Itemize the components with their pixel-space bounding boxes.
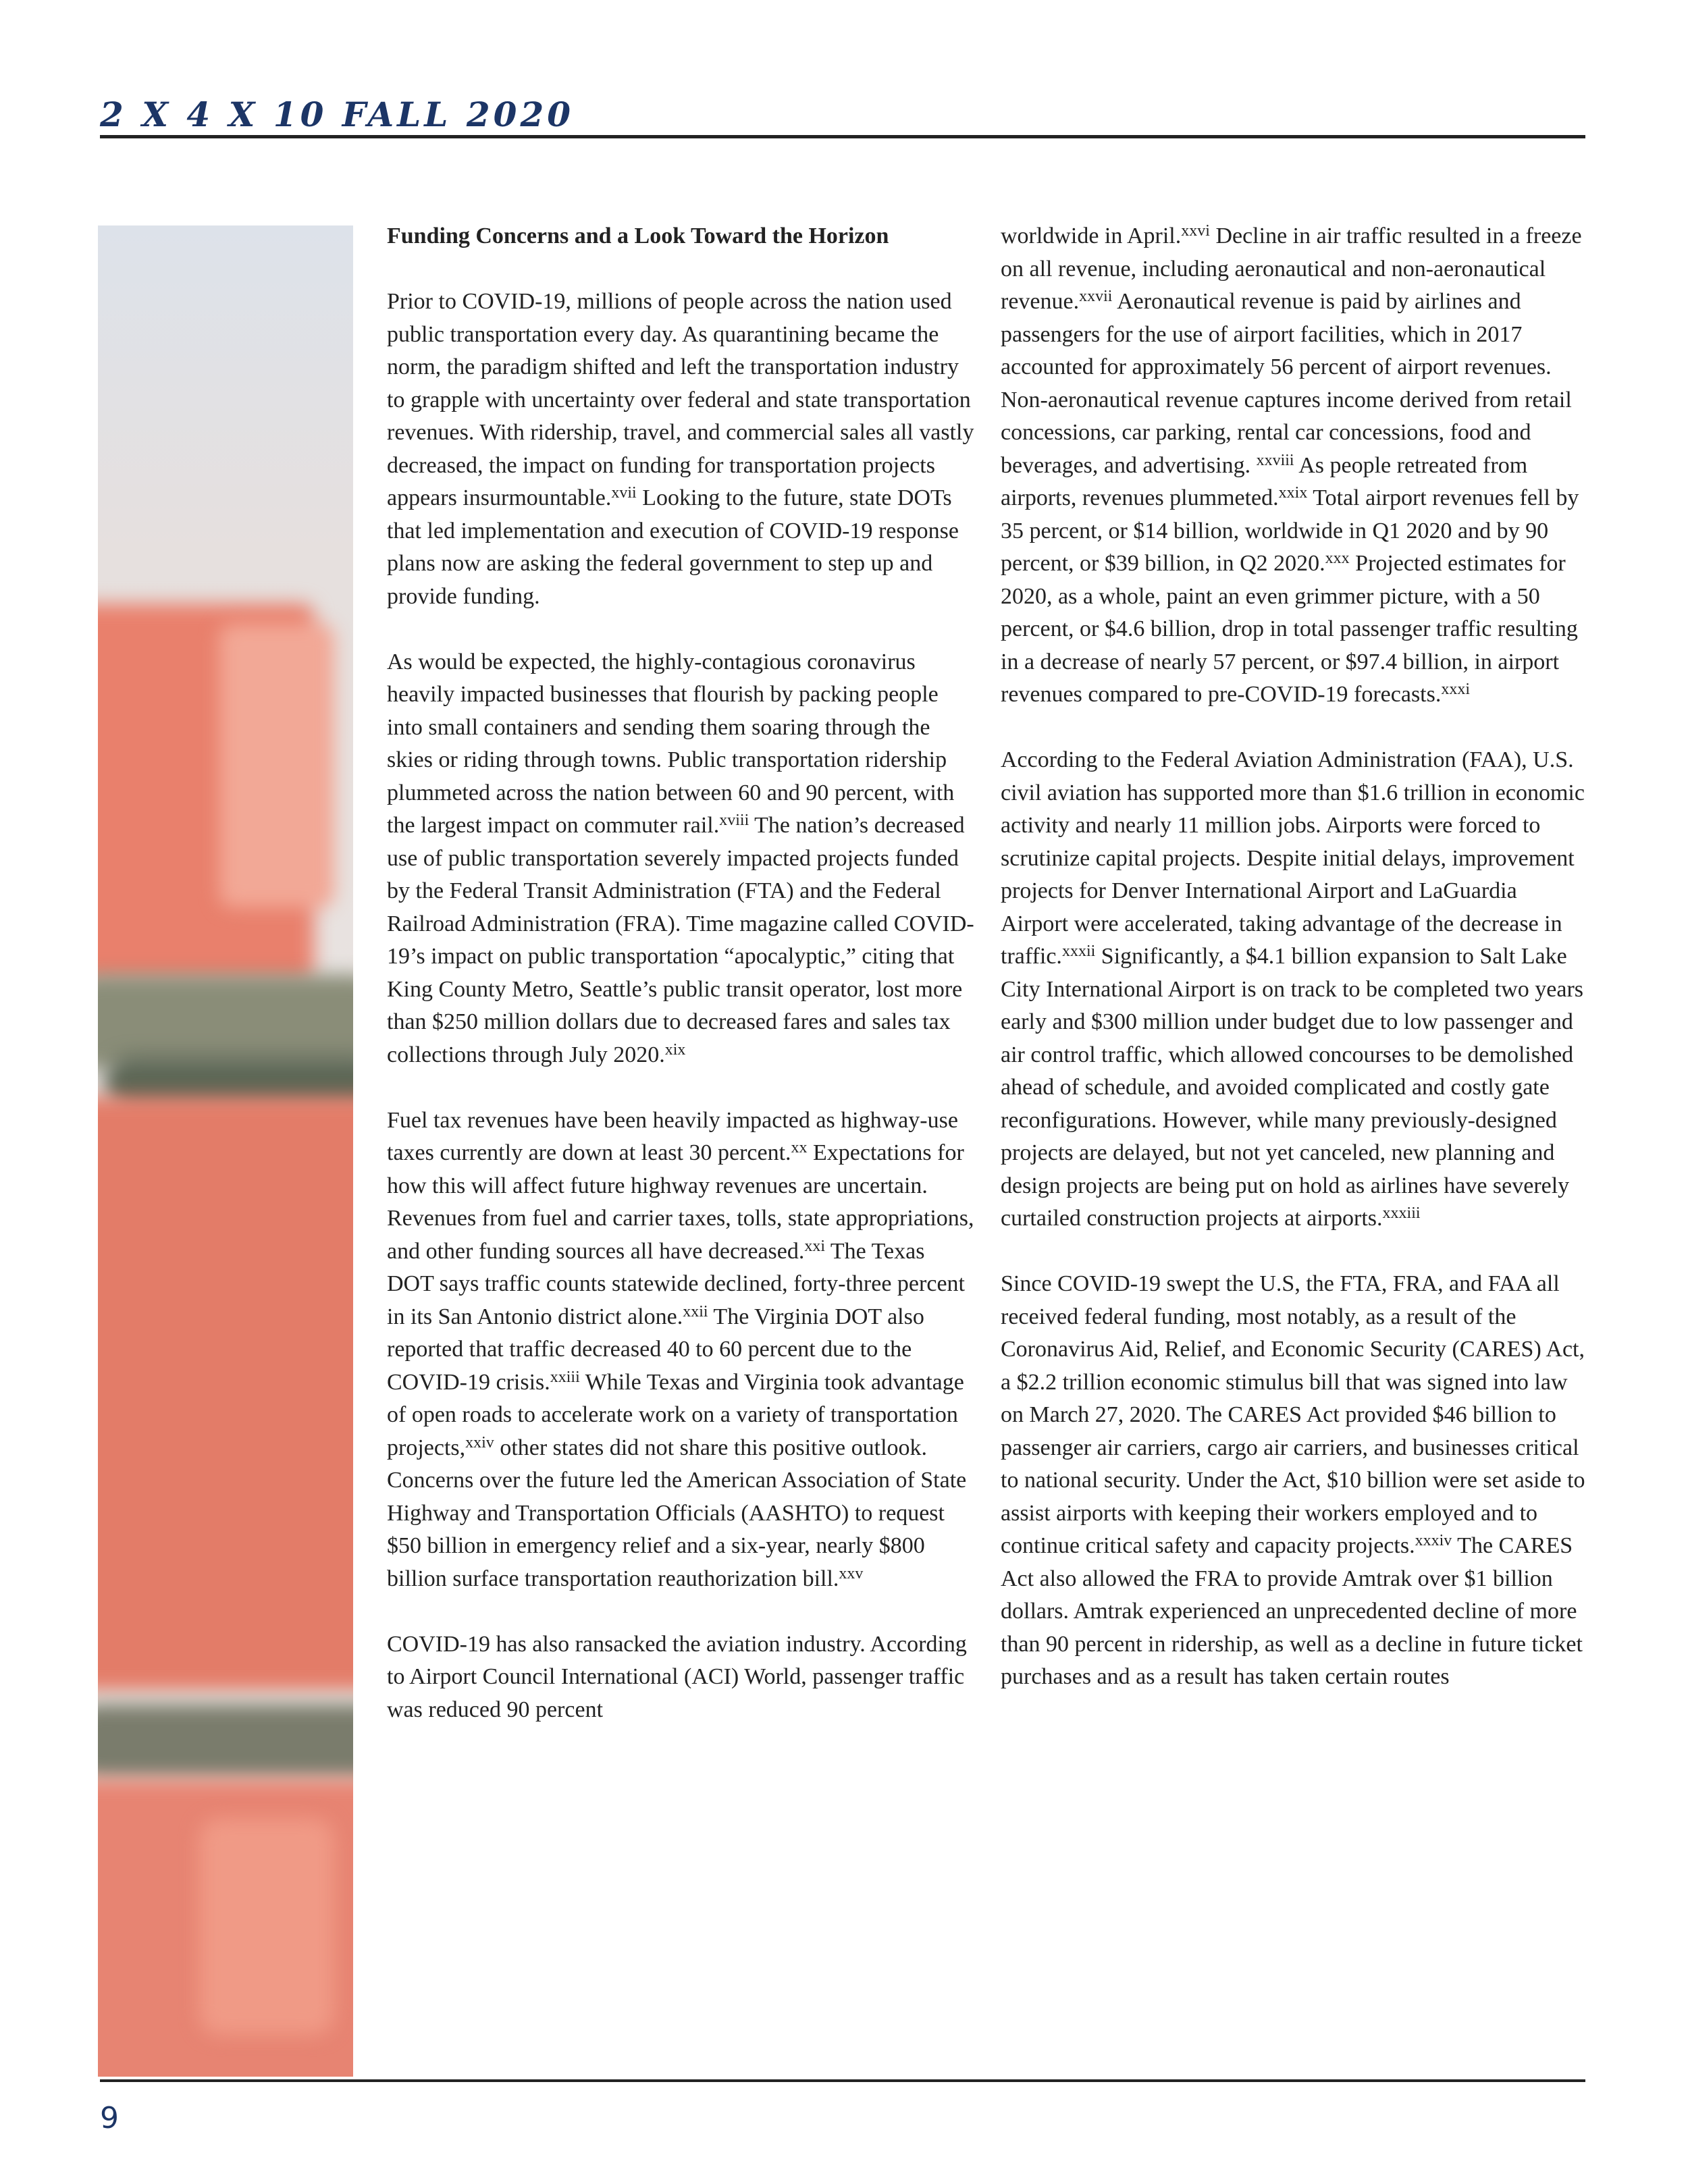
text-run: Fuel tax revenues have been heavily impacted as highway-use taxes currently are down at least 30 percent. xyxy=(387,1107,958,1165)
text-run: Significantly, a $4.1 billion expansion to Salt Lake City International Airport is on track to be completed two years early and $300 million under budget due to low passenger and air control traffic, which allowed concourses to be demolished ahead of schedule, and avoided complicated and costly gate reconfigurations. However, while many previously-designed projects are delayed, but not yet canceled, new planning and design projects are being put on hold as airlines have severely curtailed construction projects at airports. xyxy=(1001,944,1583,1231)
footnote-ref: xix xyxy=(664,1040,686,1059)
footer-rule xyxy=(100,2079,1585,2082)
text-run: As would be expected, the highly-contagious coronavirus heavily impacted businesses that flourish by packing people into small containers and sending them soaring through the skies or riding through towns. Public transportation ridership plummeted across the nation between 60 and 90 percent, with the largest impact on commuter rail. xyxy=(387,649,955,838)
paragraph xyxy=(387,1104,974,1596)
text-run: As people retreated from airports, revenues plummeted. xyxy=(1001,452,1528,510)
text-run: Decline in air traffic resulted in a freeze on all revenue, including aeronautical and non-aeronautical revenue. xyxy=(1001,223,1582,314)
text-run: Expectations for how this will affect future highway revenues are uncertain. Revenues from fuel and carrier taxes, tolls, state appropriations, and other funding sources all have decreased. xyxy=(387,1140,974,1264)
paragraph xyxy=(387,286,974,613)
text-run: The Texas DOT says traffic counts statewide declined, forty-three percent in its San Antonio district alone. xyxy=(387,1238,965,1329)
footnote-ref: xxii xyxy=(683,1302,708,1321)
paragraph xyxy=(1001,744,1588,1235)
footnote-ref: xxvi xyxy=(1181,222,1210,240)
text-run: The Virginia DOT also reported that traffic decreased 40 to 60 percent due to the COVID-19 crisis. xyxy=(387,1304,924,1395)
footnote-ref: xxix xyxy=(1278,484,1308,502)
text-run: While Texas and Virginia took advantage of open roads to accelerate work on a variety of transportation projects, xyxy=(387,1369,964,1460)
text-run: Since COVID-19 swept the U.S, the FTA, FRA, and FAA all received federal funding, most notably, as a result of the Coronavirus Aid, Relief, and Economic Security (CARES) Act, a $2.2 trillion economic stimulus bill that was signed into law on March 27, 2020. The CARES Act provided $46 billion to passenger air carriers, cargo air carriers, and businesses critical to national security. Under the Act, $10 billion were set aside to assist airports with keeping their workers employed and to continue critical safety and capacity projects. xyxy=(1001,1271,1585,1558)
decorative-photo xyxy=(98,225,353,2077)
paragraph xyxy=(1001,220,1588,712)
footnote-ref: xxi xyxy=(804,1237,826,1255)
page-number: 9 xyxy=(100,2101,119,2135)
right-column xyxy=(1001,220,1588,1726)
footnote-ref: xx xyxy=(791,1139,808,1156)
footnote-ref: xxx xyxy=(1325,550,1350,567)
footnote-ref: xxxi xyxy=(1441,681,1471,698)
header-rule xyxy=(100,135,1585,138)
footnote-ref: xxvii xyxy=(1079,288,1113,305)
text-run: The CARES Act also allowed the FRA to provide Amtrak over $1 billion dollars. Amtrak experienced an unprecedented decline of more than 90 percent in ridership, as well as a decline in future ticket purchases and as a result has taken certain routes xyxy=(1001,1533,1583,1689)
footnote-ref: xxiv xyxy=(465,1433,494,1451)
text-run: other states did not share this positive outlook. Concerns over the future led the American Association of State Highway and Transportation Officials (AASHTO) to request $50 billion in emergency relief and a six-year, nearly $800 billion surface transportation reauthorization bill. xyxy=(387,1435,967,1591)
text-run: worldwide in April. xyxy=(1001,223,1182,248)
footnote-ref: xxviii xyxy=(1256,451,1294,469)
text-run: Total airport revenues fell by 35 percent, or $14 billion, worldwide in Q1 2020 and by 90 percent, or $39 billion, in Q2 2020. xyxy=(1001,485,1579,576)
section-heading: Funding Concerns and a Look Toward the Horizon xyxy=(387,223,889,248)
footnote-ref: xxv xyxy=(839,1564,864,1582)
left-column xyxy=(387,220,974,1759)
footnote-ref: xxxiii xyxy=(1382,1204,1421,1222)
footnote-ref: xviii xyxy=(719,811,749,829)
text-run: According to the Federal Aviation Administration (FAA), U.S. civil aviation has supported more than $1.6 trillion in economic activity and nearly 11 million jobs. Airports were forced to scrutinize capital projects. Despite initial delays, improvement projects for Denver International Airport and LaGuardia Airport were accelerated, taking advantage of the decrease in traffic. xyxy=(1001,747,1585,969)
text-run: Aeronautical revenue is paid by airlines and passengers for the use of airport facilities, which in 2017 accounted for approximately 56 percent of airport revenues. Non-aeronautical revenue captures income derived from retail concessions, car parking, rental car concessions, food and beverages, and advertising. xyxy=(1001,289,1572,478)
text-run: COVID-19 has also ransacked the aviation industry. According to Airport Council International (ACI) World, passenger traffic was reduced 90 percent xyxy=(387,1631,967,1722)
footnote-ref: xxiii xyxy=(550,1368,580,1386)
text-run: The nation’s decreased use of public transportation severely impacted projects funded by the Federal Transit Administration (FTA) and the Federal Railroad Administration (FRA). Time magazine called COVID-19’s impact on public transportation “apocalyptic,” citing that King County Metro, Seattle’s public transit operator, lost more than $250 million dollars due to decreased fares and sales tax collections through July 2020. xyxy=(387,813,974,1067)
text-run: Looking to the future, state DOTs that led implementation and execution of COVID-19 response plans now are asking the federal government to step up and provide funding. xyxy=(387,485,959,609)
footnote-ref: xxxiv xyxy=(1415,1532,1452,1549)
footnote-ref: xxxii xyxy=(1061,942,1096,960)
paragraph xyxy=(1001,1268,1588,1694)
footnote-ref: xvii xyxy=(611,484,637,502)
paragraph xyxy=(387,1628,974,1727)
text-run: Projected estimates for 2020, as a whole, paint an even grimmer picture, with a 50 percent, or $4.6 billion, drop in total passenger traffic resulting in a decrease of nearly 57 percent, or $97.4 billion, in airport revenues compared to pre-COVID-19 forecasts. xyxy=(1001,551,1578,707)
paragraph xyxy=(387,646,974,1072)
running-header: 2 X 4 X 10 FALL 2020 xyxy=(100,95,575,134)
text-run: Prior to COVID-19, millions of people across the nation used public transportation every day. As quarantining became the norm, the paradigm shifted and left the transportation industry to grapple with uncertainty over federal and state transportation revenues. With ridership, travel, and commercial sales all vastly decreased, the impact on funding for transportation projects appears insurmountable. xyxy=(387,289,974,510)
